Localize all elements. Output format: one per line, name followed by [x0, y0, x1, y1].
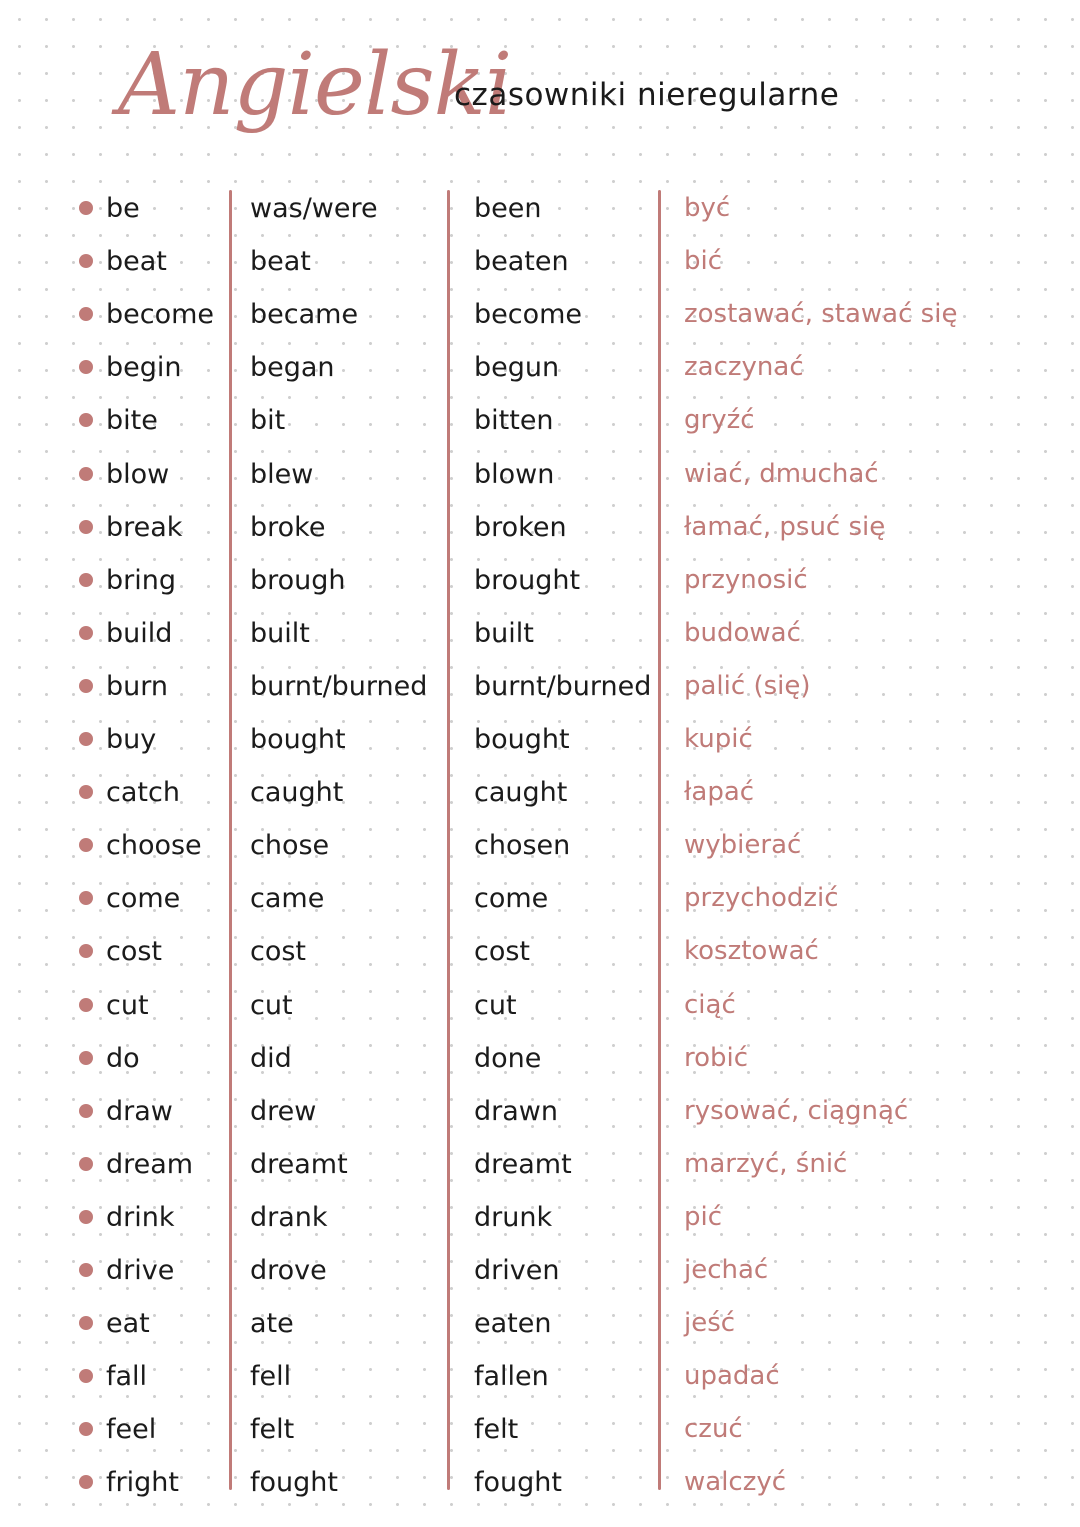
verb-past-participle: burnt/burned	[474, 670, 652, 702]
verb-past-simple: chose	[250, 830, 330, 862]
verb-past-participle: driven	[474, 1255, 560, 1286]
verb-row	[0, 979, 1080, 1032]
verb-base-form: come	[106, 883, 181, 915]
bullet-icon	[79, 1475, 93, 1489]
verb-base-form: cost	[106, 936, 163, 968]
verb-base-form: eat	[106, 1308, 150, 1340]
verb-past-participle: chosen	[474, 830, 571, 862]
bullet-icon	[79, 360, 93, 374]
verb-past-simple: burnt/burned	[250, 670, 428, 702]
verb-base-form: draw	[106, 1095, 173, 1127]
verb-polish-translation: budować	[684, 617, 801, 648]
verb-base-form: drink	[106, 1201, 175, 1233]
verb-past-participle: bought	[474, 724, 570, 755]
verb-row	[0, 1085, 1080, 1138]
verb-row	[0, 1456, 1080, 1509]
bullet-icon	[79, 1263, 93, 1277]
verb-past-simple: fought	[250, 1467, 338, 1499]
bullet-icon	[79, 520, 93, 534]
verb-polish-translation: wiać, dmuchać	[684, 458, 879, 489]
bullet-icon	[79, 679, 93, 693]
verb-past-simple: felt	[250, 1414, 295, 1446]
verb-row	[0, 925, 1080, 978]
verb-polish-translation: jechać	[684, 1255, 769, 1285]
verb-past-participle: eaten	[474, 1308, 552, 1340]
verb-polish-translation: zaczynać	[684, 352, 804, 383]
verb-polish-translation: kosztować	[684, 936, 819, 967]
verb-row	[0, 1297, 1080, 1350]
verb-base-form: break	[106, 511, 183, 543]
verb-past-simple: drank	[250, 1201, 328, 1233]
verb-polish-translation: bić	[684, 246, 723, 277]
verb-polish-translation: palić (się)	[684, 670, 811, 701]
verb-base-form: fright	[106, 1467, 179, 1499]
verb-base-form: drive	[106, 1255, 175, 1286]
verb-past-participle: dreamt	[474, 1148, 572, 1180]
verb-row	[0, 819, 1080, 872]
verb-past-participle: drunk	[474, 1201, 553, 1233]
verb-polish-translation: zostawać, stawać się	[684, 299, 958, 330]
bullet-icon	[79, 1051, 93, 1065]
verb-past-simple: became	[250, 299, 359, 331]
verb-past-participle: built	[474, 617, 534, 649]
bullet-icon	[79, 1422, 93, 1436]
verb-past-participle: blown	[474, 458, 555, 490]
verb-row	[0, 501, 1080, 554]
verb-row	[0, 766, 1080, 819]
verb-past-simple: began	[250, 352, 335, 384]
verb-past-participle: been	[474, 193, 542, 224]
verb-base-form: bring	[106, 564, 176, 596]
verb-base-form: feel	[106, 1414, 157, 1446]
bullet-icon	[79, 1157, 93, 1171]
verb-polish-translation: być	[684, 193, 731, 223]
bullet-icon	[79, 307, 93, 321]
verb-row	[0, 182, 1080, 235]
verb-polish-translation: przynosić	[684, 564, 808, 595]
bullet-icon	[79, 413, 93, 427]
bullet-icon	[79, 944, 93, 958]
verb-polish-translation: wybierać	[684, 830, 802, 861]
verb-past-participle: fallen	[474, 1361, 549, 1393]
verb-past-simple: brough	[250, 564, 346, 596]
bullet-icon	[79, 1369, 93, 1383]
verb-base-form: do	[106, 1042, 140, 1074]
verb-past-simple: dreamt	[250, 1148, 348, 1180]
verb-polish-translation: marzyć, śnić	[684, 1148, 848, 1179]
verb-past-participle: become	[474, 299, 583, 331]
verb-table	[0, 182, 1080, 1512]
verb-row	[0, 607, 1080, 660]
verb-base-form: burn	[106, 670, 168, 702]
verb-polish-translation: ciąć	[684, 989, 736, 1020]
verb-base-form: cut	[106, 989, 149, 1021]
verb-base-form: fall	[106, 1361, 148, 1393]
verb-polish-translation: łapać	[684, 777, 755, 808]
verb-base-form: become	[106, 299, 215, 331]
verb-row	[0, 288, 1080, 341]
verb-past-simple: built	[250, 617, 310, 649]
verb-row	[0, 448, 1080, 501]
verb-polish-translation: rysować, ciągnąć	[684, 1095, 909, 1126]
verb-base-form: beat	[106, 246, 167, 278]
bullet-icon	[79, 467, 93, 481]
verb-base-form: begin	[106, 352, 182, 384]
verb-past-simple: came	[250, 883, 325, 915]
verb-row	[0, 1244, 1080, 1297]
verb-past-simple: broke	[250, 511, 326, 543]
verb-past-simple: drove	[250, 1255, 327, 1286]
verb-row	[0, 341, 1080, 394]
verb-past-participle: begun	[474, 352, 560, 384]
page-subtitle: czasowniki nieregularne	[454, 77, 840, 113]
verb-past-simple: was/were	[250, 193, 378, 224]
verb-past-participle: cost	[474, 936, 531, 968]
bullet-icon	[79, 891, 93, 905]
verb-past-simple: fell	[250, 1361, 292, 1393]
verb-base-form: buy	[106, 724, 157, 755]
bullet-icon	[79, 732, 93, 746]
verb-past-participle: caught	[474, 777, 568, 809]
verb-past-simple: caught	[250, 777, 344, 809]
verb-base-form: be	[106, 193, 140, 224]
verb-polish-translation: robić	[684, 1042, 749, 1073]
verb-past-simple: blew	[250, 458, 314, 490]
verb-row	[0, 1032, 1080, 1085]
verb-polish-translation: przychodzić	[684, 883, 839, 914]
bullet-icon	[79, 201, 93, 215]
verb-past-participle: cut	[474, 989, 517, 1021]
verb-base-form: blow	[106, 458, 170, 490]
bullet-icon	[79, 1316, 93, 1330]
verb-past-participle: drawn	[474, 1095, 558, 1127]
verb-past-simple: did	[250, 1042, 292, 1074]
verb-base-form: choose	[106, 830, 202, 862]
verb-polish-translation: gryźć	[684, 405, 755, 436]
verb-base-form: dream	[106, 1148, 194, 1180]
verb-row	[0, 1403, 1080, 1456]
verb-past-simple: drew	[250, 1095, 317, 1127]
page-title: Angielski	[118, 35, 512, 135]
verb-past-participle: bitten	[474, 405, 554, 437]
verb-base-form: build	[106, 617, 173, 649]
verb-row	[0, 394, 1080, 447]
page-header	[118, 30, 1018, 150]
verb-row	[0, 235, 1080, 288]
verb-past-simple: cut	[250, 989, 293, 1021]
verb-row	[0, 660, 1080, 713]
verb-row	[0, 554, 1080, 607]
bullet-icon	[79, 254, 93, 268]
verb-past-participle: felt	[474, 1414, 519, 1446]
bullet-icon	[79, 573, 93, 587]
verb-base-form: bite	[106, 405, 158, 437]
verb-polish-translation: walczyć	[684, 1467, 787, 1498]
verb-past-simple: beat	[250, 246, 311, 278]
verb-polish-translation: pić	[684, 1201, 723, 1232]
verb-past-participle: broken	[474, 511, 567, 543]
verb-polish-translation: kupić	[684, 724, 753, 754]
verb-row	[0, 1138, 1080, 1191]
bullet-icon	[79, 998, 93, 1012]
bullet-icon	[79, 626, 93, 640]
verb-past-participle: beaten	[474, 246, 569, 278]
verb-row	[0, 872, 1080, 925]
bullet-icon	[79, 1210, 93, 1224]
verb-row	[0, 1191, 1080, 1244]
verb-polish-translation: łamać, psuć się	[684, 511, 886, 542]
verb-past-simple: ate	[250, 1308, 294, 1340]
verb-past-simple: cost	[250, 936, 307, 968]
bullet-icon	[79, 1104, 93, 1118]
verb-polish-translation: jeść	[684, 1308, 736, 1339]
bullet-icon	[79, 838, 93, 852]
verb-base-form: catch	[106, 777, 180, 809]
verb-past-simple: bit	[250, 405, 286, 437]
verb-past-participle: come	[474, 883, 549, 915]
verb-row	[0, 713, 1080, 766]
verb-polish-translation: upadać	[684, 1361, 780, 1392]
bullet-icon	[79, 785, 93, 799]
verb-row	[0, 1350, 1080, 1403]
verb-past-simple: bought	[250, 724, 346, 755]
verb-past-participle: fought	[474, 1467, 562, 1499]
verb-past-participle: brought	[474, 564, 581, 596]
verb-past-participle: done	[474, 1042, 542, 1074]
verb-polish-translation: czuć	[684, 1414, 743, 1445]
